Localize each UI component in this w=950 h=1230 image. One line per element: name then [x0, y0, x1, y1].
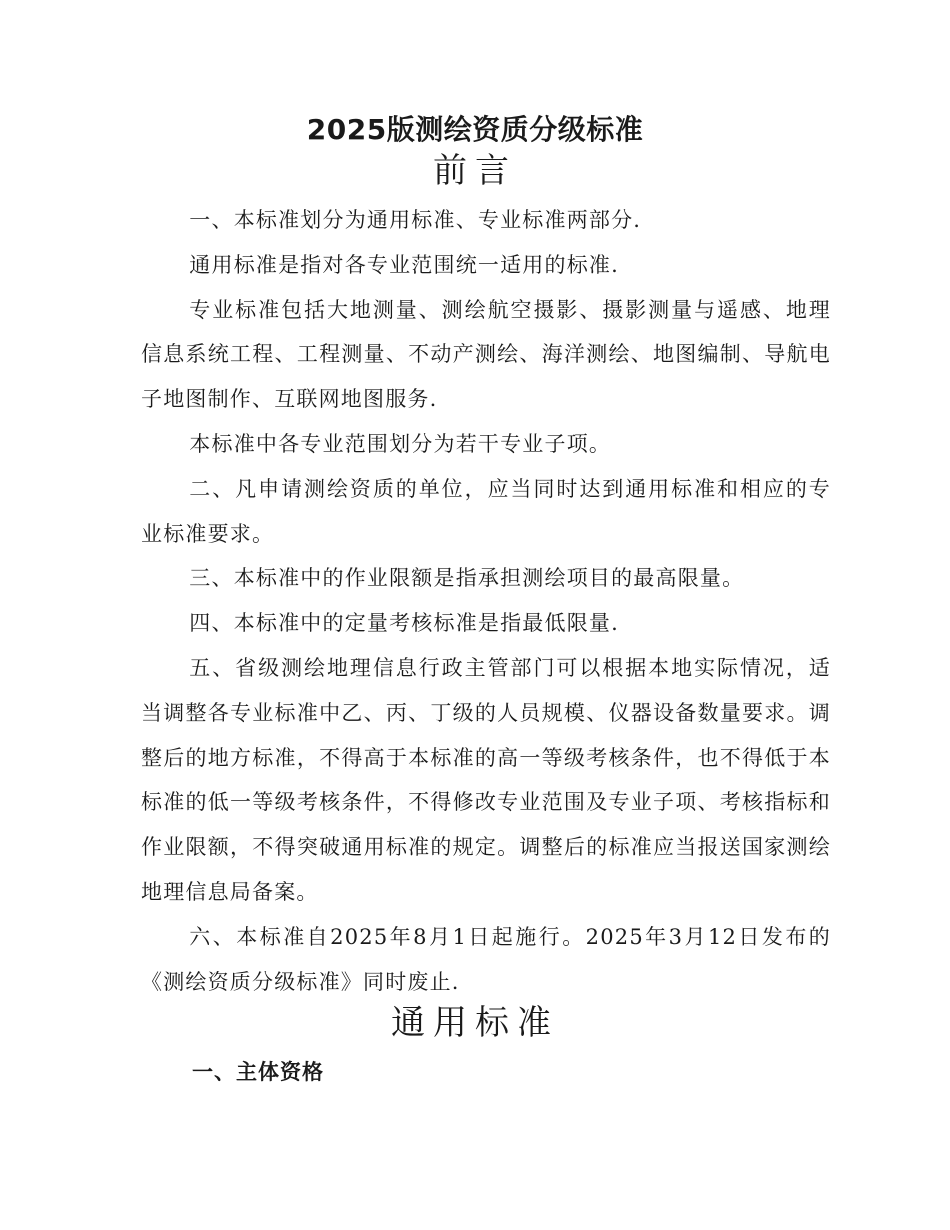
document-title: 2025版测绘资质分级标准	[306, 113, 644, 146]
preface-heading: 前言	[433, 151, 517, 191]
paragraph-5: 二、凡申请测绘资质的单位，应当同时达到通用标准和相应的专业标准要求。	[141, 476, 831, 546]
paragraph-1: 一、本标准划分为通用标准、专业标准两部分.	[189, 208, 642, 232]
paragraph-3: 专业标准包括大地测量、测绘航空摄影、摄影测量与遥感、地理信息系统工程、工程测量、不动产测绘、海洋测绘、地图编制、导航电子地图制作、互联网地图服务.	[141, 297, 831, 412]
preface-body	[141, 198, 831, 1004]
paragraph-7: 四、本标准中的定量考核标准是指最低限量.	[189, 611, 619, 636]
subsection-heading: 一、主体资格	[192, 1060, 324, 1084]
paragraph-9: 六、本标准自2025年8月1日起施行。2025年3月12日发布的《测绘资质分级标准》同时废止.	[141, 924, 831, 994]
general-standard-heading: 通用标准	[391, 1003, 559, 1043]
paragraph-6: 三、本标准中的作业限额是指承担测绘项目的最高限量。	[189, 566, 745, 591]
paragraph-2: 通用标准是指对各专业范围统一适用的标准.	[189, 252, 619, 277]
paragraph-4: 本标准中各专业范围划分为若干专业子项。	[189, 431, 612, 456]
paragraph-8: 五、省级测绘地理信息行政主管部门可以根据本地实际情况，适当调整各专业标准中乙、丙、丁级的人员规模、仪器设备数量要求。调整后的地方标准，不得高于本标准的高一等级考核条件，也不得低于本标准的低一等级考核条件，不得修改专业范围及专业子项、考核指标和作业限额，不得突破通用标准的规定。调整后的标准应当报送国家测绘地理信息局备案。	[141, 655, 831, 904]
